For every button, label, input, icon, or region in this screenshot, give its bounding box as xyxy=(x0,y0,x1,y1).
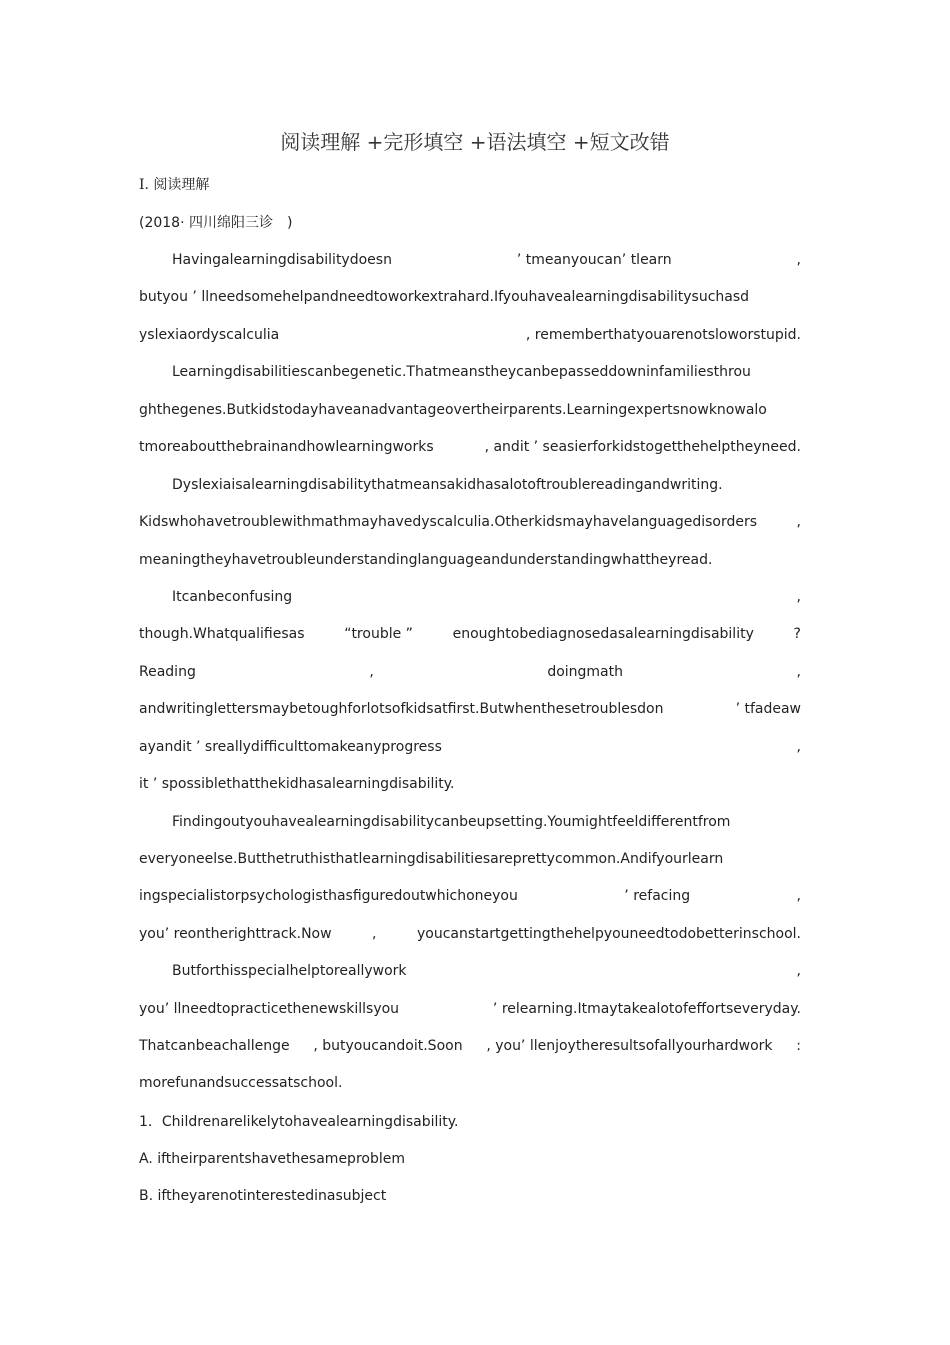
passage-text: , xyxy=(796,252,801,268)
passage-text: it ’ spossiblethatthekidhasalearningdisability. xyxy=(139,776,455,792)
passage-text: everyoneelse.Butthetruthisthatlearningdisabilitiesareprettycommon.Andifyourlearn xyxy=(139,851,724,867)
passage-text: meaningtheyhavetroubleunderstandinglanguageandunderstandingwhattheyread. xyxy=(139,552,713,568)
passage-line xyxy=(172,961,801,981)
passage-text: , rememberthatyouarenotsloworstupid. xyxy=(525,327,801,343)
passage-text: Learningdisabilitiescanbegenetic.Thatmeanstheycanbepasseddowninfamiliesthrou xyxy=(172,364,751,380)
passage-text: ’ tfadeaw xyxy=(735,701,801,717)
passage-line xyxy=(139,699,801,719)
passage-line xyxy=(139,999,801,1019)
passage-text: ’ refacing xyxy=(624,888,691,904)
passage-text: yslexiaordyscalculia xyxy=(139,327,280,343)
passage-text: , xyxy=(796,664,801,680)
passage-text: Itcanbeconfusing xyxy=(172,589,293,605)
source-line xyxy=(139,212,801,232)
passage-text: though.Whatqualifiesas xyxy=(139,626,305,642)
passage-line xyxy=(172,587,801,607)
question-stem xyxy=(139,1111,801,1131)
question-stem-text: 1．Childrenarelikelytohavealearningdisability. xyxy=(139,1114,459,1130)
passage-text: Findingoutyouhavealearningdisabilitycanbeupsetting.Youmightfeeldifferentfrom xyxy=(172,814,731,830)
passage-line xyxy=(139,924,801,944)
passage-text: , you’ llenjoytheresultsofallyourhardwork xyxy=(486,1038,773,1054)
passage-text: Dyslexiaisalearningdisabilitythatmeansakidhasalotoftroublereadingandwriting. xyxy=(172,477,723,493)
passage-line xyxy=(139,737,801,757)
passage-line xyxy=(139,886,801,906)
passage-text: , andit ’ seasierforkidstogetthehelptheyneed. xyxy=(484,439,801,455)
passage-text: you’ reontherighttrack.Now xyxy=(139,926,332,942)
passage-text: , xyxy=(796,739,801,755)
passage-text: “trouble ” xyxy=(344,626,413,642)
passage-line xyxy=(139,512,801,532)
passage-line xyxy=(139,662,801,682)
passage-line xyxy=(139,400,801,420)
section-heading xyxy=(139,174,801,194)
passage-text: enoughtobediagnosedasalearningdisability xyxy=(452,626,754,642)
passage-text: ? xyxy=(793,626,801,642)
passage-line xyxy=(139,1073,801,1093)
source-text: (2018· 四川绵阳三诊 ) xyxy=(139,215,293,231)
passage-text: Kidswhohavetroublewithmathmayhavedyscalculia.Otherkidsmayhavelanguagedisorders xyxy=(139,514,758,530)
passage-text: ingspecialistorpsychologisthasfiguredoutwhichoneyou xyxy=(139,888,518,904)
option-b-text: B. iftheyarenotinterestedinasubject xyxy=(139,1188,387,1204)
passage-line xyxy=(172,250,801,270)
passage-text: , xyxy=(796,514,801,530)
passage-text: tmoreaboutthebrainandhowlearningworks xyxy=(139,439,434,455)
passage-line xyxy=(139,550,801,570)
passage-text: ayandit ’ sreallydifficulttomakeanyprogress xyxy=(139,739,442,755)
passage-text: Butforthisspecialhelptoreallywork xyxy=(172,963,407,979)
passage-text: youcanstartgettingthehelpyouneedtodobetterinschool. xyxy=(416,926,801,942)
passage-text: : xyxy=(796,1038,801,1054)
passage-text: morefunandsuccessatschool. xyxy=(139,1075,343,1091)
passage-line xyxy=(139,849,801,869)
option-a-text: A. iftheirparentshavethesameproblem xyxy=(139,1151,405,1167)
passage-line xyxy=(139,325,801,345)
passage-line xyxy=(139,287,801,307)
passage-text: , xyxy=(372,926,377,942)
passage-text: doingmath xyxy=(547,664,623,680)
passage-text: , xyxy=(796,888,801,904)
passage-text: butyou ’ llneedsomehelpandneedtoworkextrahard.Ifyouhavealearningdisabilitysuchasd xyxy=(139,289,750,305)
passage-text: , xyxy=(796,963,801,979)
passage-text: Thatcanbeachallenge xyxy=(139,1038,290,1054)
passage-text: ’ relearning.Itmaytakealotofeffortseveryday. xyxy=(492,1001,801,1017)
passage-text: Reading xyxy=(139,664,196,680)
passage-text: Havingalearningdisabilitydoesn xyxy=(172,252,392,268)
section-heading-text: Ⅰ. 阅读理解 xyxy=(139,177,210,193)
passage-text: , xyxy=(796,589,801,605)
answer-option xyxy=(139,1186,801,1206)
passage-text: , butyoucandoit.Soon xyxy=(313,1038,463,1054)
passage-line xyxy=(139,1036,801,1056)
passage-line xyxy=(172,475,801,495)
passage-text: ghthegenes.Butkidstodayhaveanadvantageovertheirparents.Learningexpertsnowknowalo xyxy=(139,402,767,418)
answer-option xyxy=(139,1149,801,1169)
passage-line xyxy=(139,774,801,794)
passage-line xyxy=(172,362,801,382)
passage-line xyxy=(172,812,801,832)
passage-line xyxy=(139,437,801,457)
passage-text: andwritinglettersmaybetoughforlotsofkidsatfirst.Butwhenthesetroublesdon xyxy=(139,701,664,717)
passage-text: ’ tmeanyoucan’ tlearn xyxy=(516,252,672,268)
page-title: 阅读理解 +完形填空 +语法填空 +短文改错 xyxy=(280,130,670,154)
passage-text: you’ llneedtopracticethenewskillsyou xyxy=(139,1001,400,1017)
passage-text: , xyxy=(369,664,374,680)
passage-line xyxy=(139,624,801,644)
